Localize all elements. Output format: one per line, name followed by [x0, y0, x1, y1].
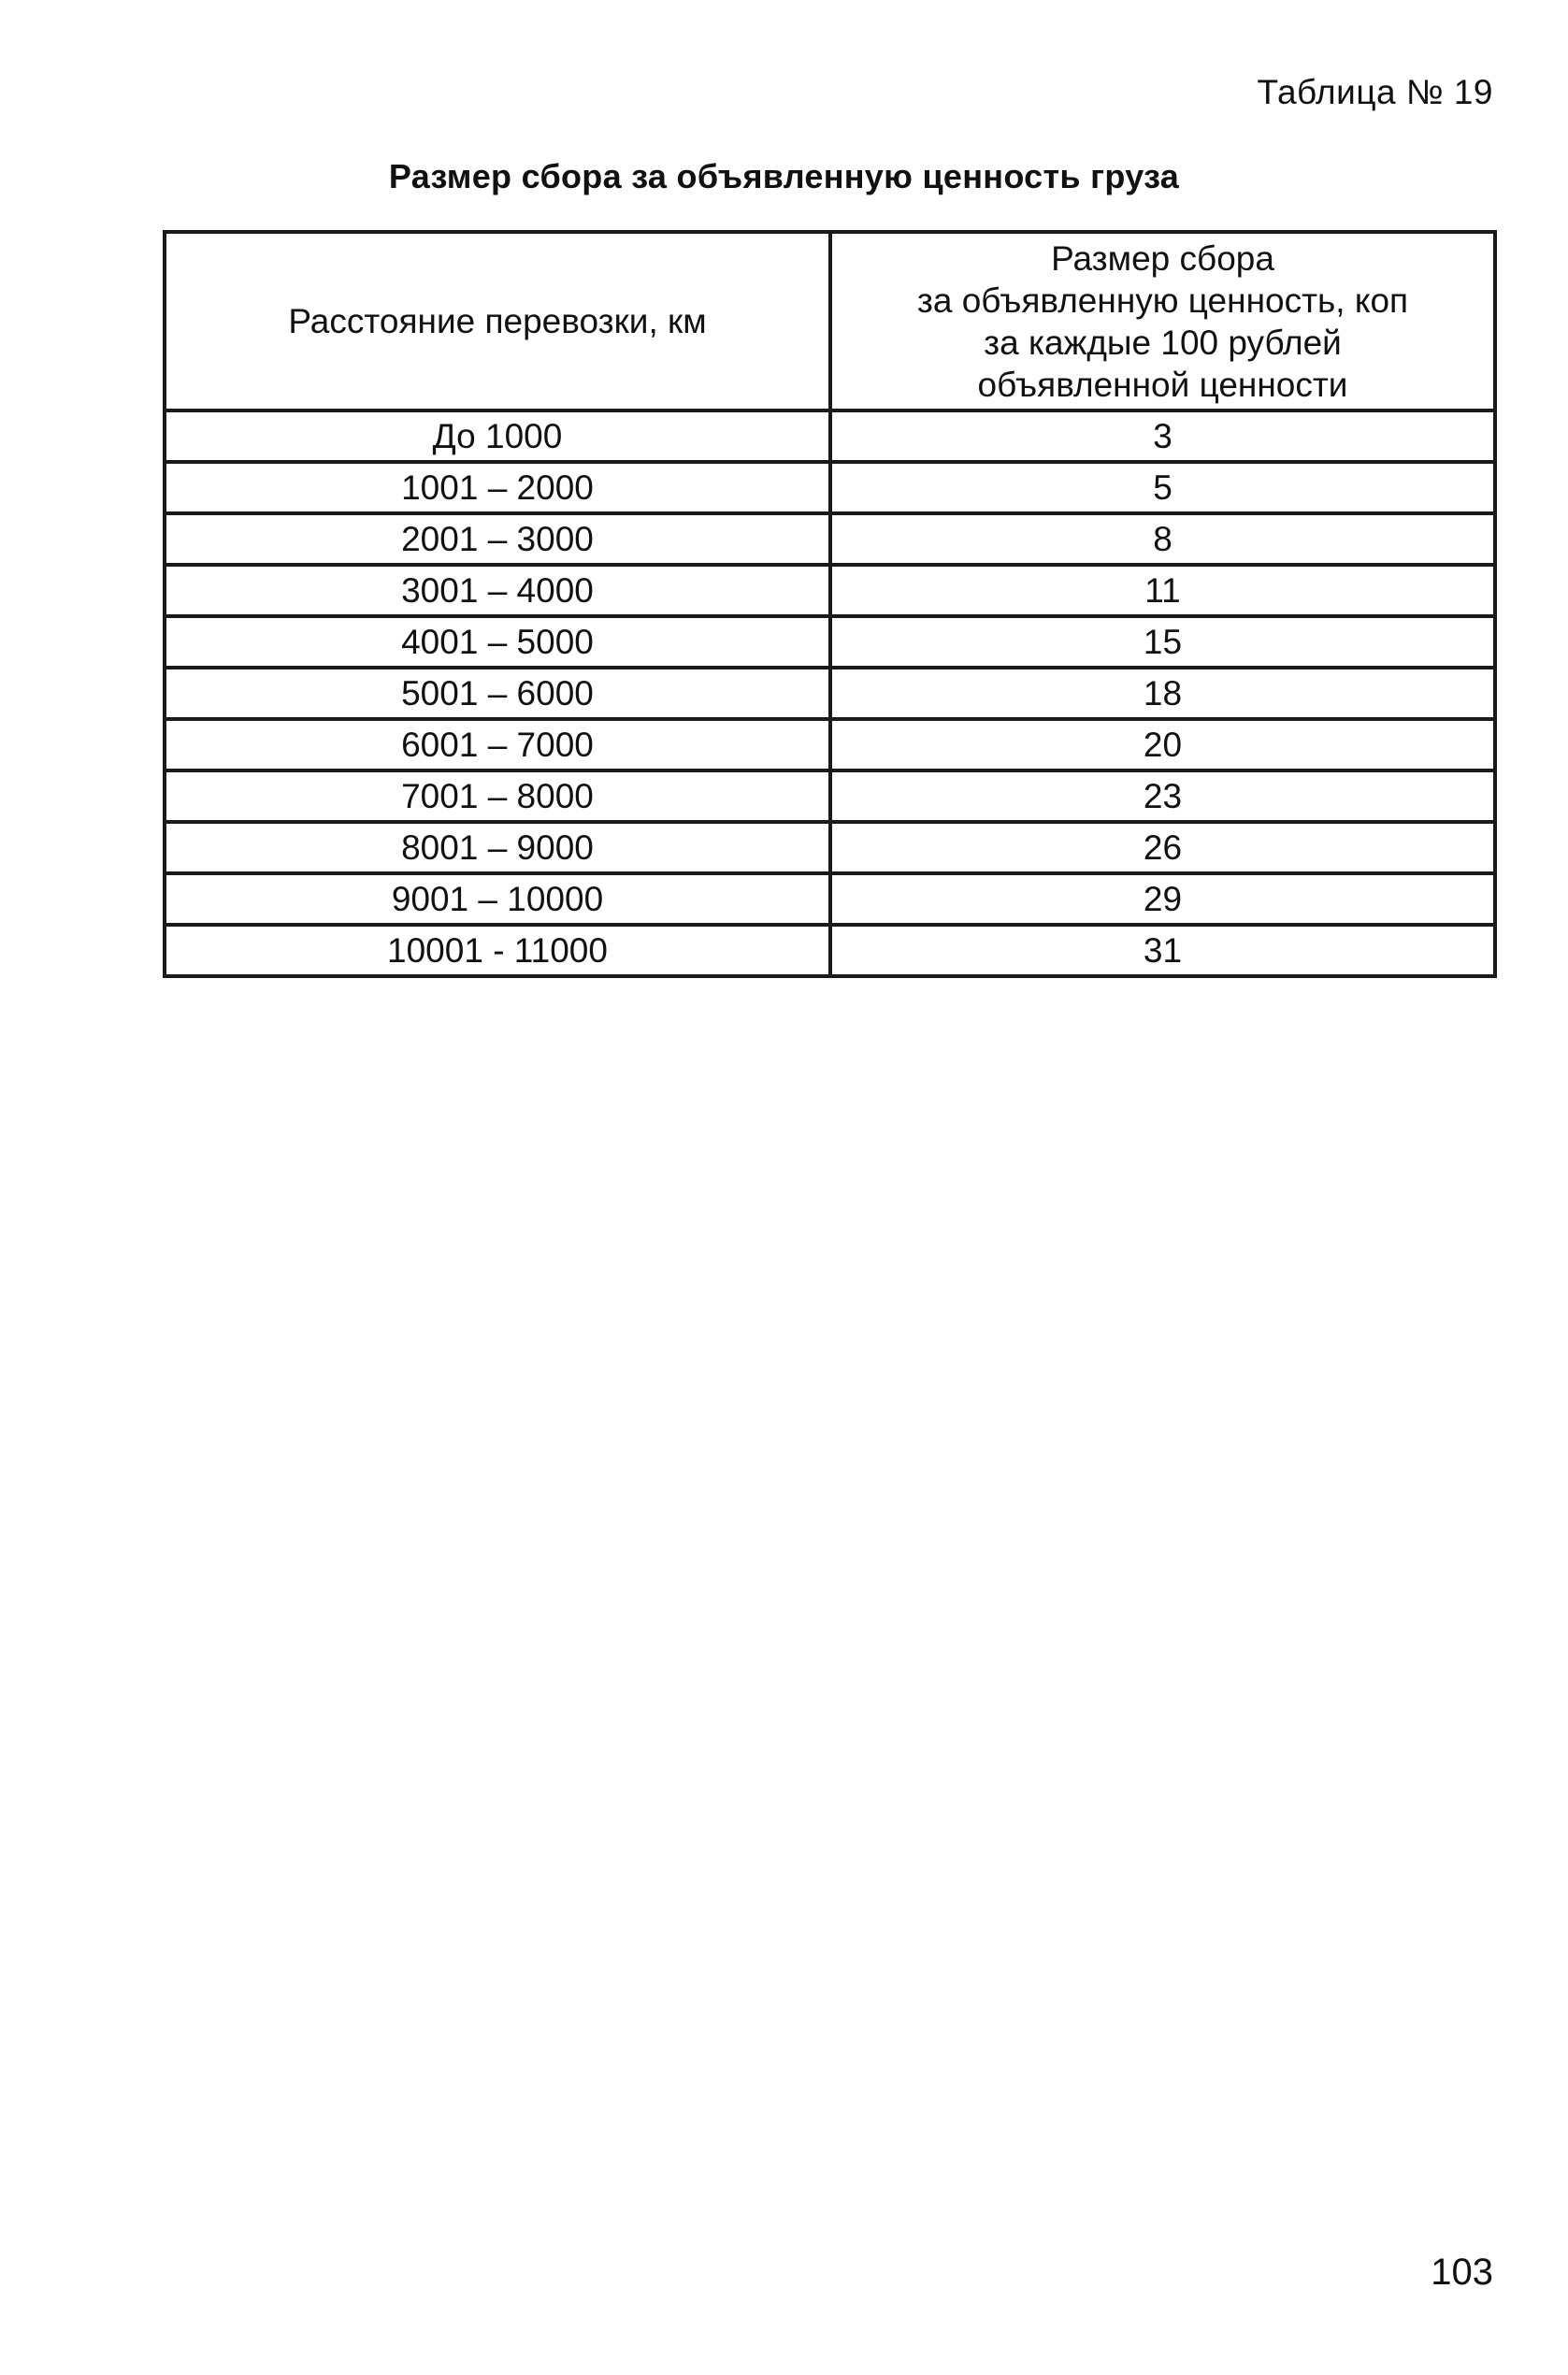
table-row	[165, 925, 1495, 976]
distance-cell: 10001 - 11000	[165, 925, 830, 976]
fee-cell: 20	[830, 719, 1495, 770]
fee-cell: 23	[830, 770, 1495, 822]
table-row	[165, 873, 1495, 925]
distance-cell: 6001 – 7000	[165, 719, 830, 770]
table-row	[165, 668, 1495, 719]
page-number: 103	[1431, 2252, 1493, 2293]
fee-cell: 11	[830, 565, 1495, 616]
distance-cell: 7001 – 8000	[165, 770, 830, 822]
fee-cell: 31	[830, 925, 1495, 976]
column-header-distance: Расстояние перевозки, км	[165, 232, 830, 410]
table-row	[165, 719, 1495, 770]
fee-cell: 26	[830, 822, 1495, 873]
table-row	[165, 565, 1495, 616]
distance-cell: 5001 – 6000	[165, 668, 830, 719]
fee-cell: 15	[830, 616, 1495, 668]
fee-cell: 18	[830, 668, 1495, 719]
column-header-fee: Размер сбора за объявленную ценность, коп за каждые 100 рублей объявленной ценности	[830, 232, 1495, 410]
distance-cell: 9001 – 10000	[165, 873, 830, 925]
fee-cell: 3	[830, 410, 1495, 462]
fee-cell: 29	[830, 873, 1495, 925]
table-row	[165, 822, 1495, 873]
distance-cell: 1001 – 2000	[165, 462, 830, 513]
table-row	[165, 616, 1495, 668]
table-title: Размер сбора за объявленную ценность груза	[388, 157, 1180, 195]
fee-cell: 8	[830, 513, 1495, 565]
table-row	[165, 770, 1495, 822]
table-row	[165, 410, 1495, 462]
table-number-label: Таблица № 19	[1257, 73, 1493, 111]
distance-cell: 2001 – 3000	[165, 513, 830, 565]
distance-cell: До 1000	[165, 410, 830, 462]
table-row	[165, 462, 1495, 513]
distance-cell: 3001 – 4000	[165, 565, 830, 616]
table-row	[165, 513, 1495, 565]
distance-cell: 4001 – 5000	[165, 616, 830, 668]
fee-cell: 5	[830, 462, 1495, 513]
distance-cell: 8001 – 9000	[165, 822, 830, 873]
table-header-row	[165, 232, 1495, 410]
fee-table	[163, 230, 1497, 978]
